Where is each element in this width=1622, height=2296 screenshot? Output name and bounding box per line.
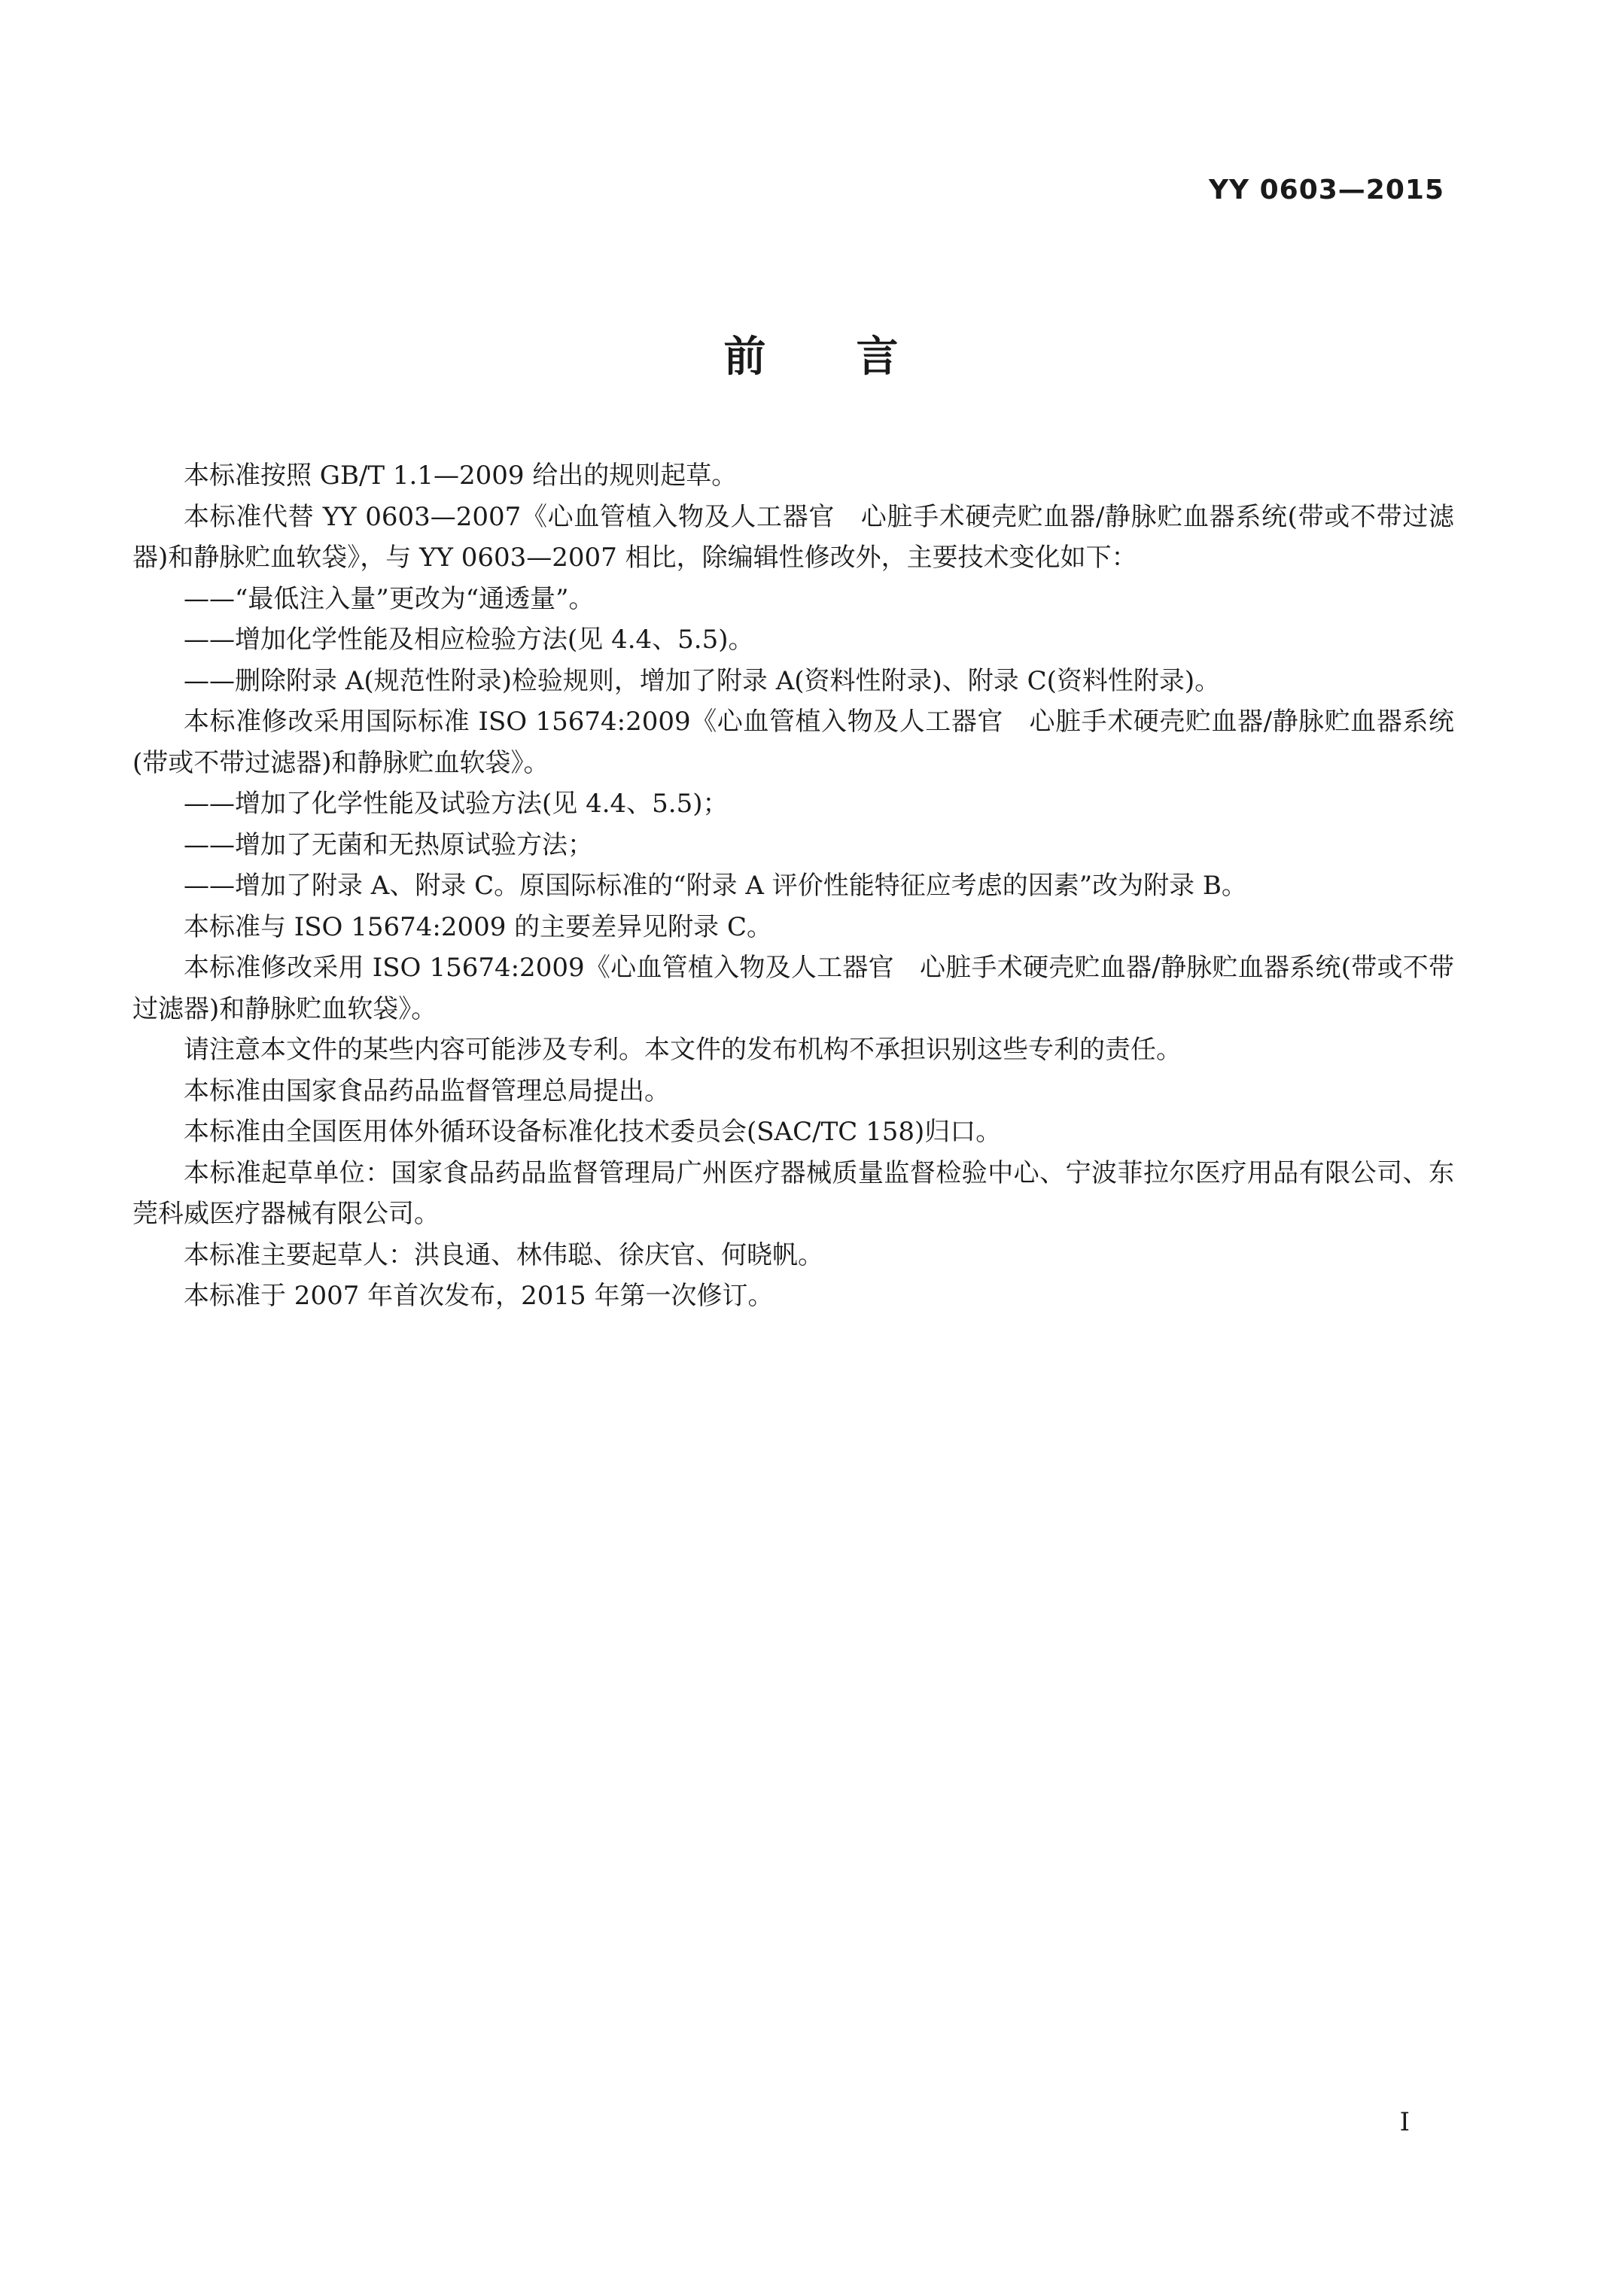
paragraph: 本标准按照 GB/T 1.1—2009 给出的规则起草。 [184,461,738,491]
preface-body [132,455,1454,1317]
standard-code: YY 0603—2015 [1208,175,1444,205]
paragraph: ——增加化学性能及相应检验方法(见 4.4、5.5)。 [184,625,754,655]
paragraph: 本标准与 ISO 15674:2009 的主要差异见附录 C。 [184,911,772,942]
paragraph: ——增加了无菌和无热原试验方法； [184,829,593,860]
paragraph: ——增加了化学性能及试验方法(见 4.4、5.5)； [184,789,729,819]
paragraph: 本标准由国家食品药品监督管理总局提出。 [184,1075,670,1106]
paragraph: ——增加了附录 A、附录 C。原国际标准的“附录 A 评价性能特征应考虑的因素”改为附录 B。 [184,871,1247,901]
paragraph: 本标准代替 YY 0603—2007《心血管植入物及人工器官 心脏手术硬壳贮血器/静脉贮血器系统(带或不带过滤器)和静脉贮血软袋》，与 YY 0603—2007 相比，除编辑性修改外，主要技术变化如下： [132,501,1454,573]
paragraph: 本标准修改采用国际标准 ISO 15674:2009《心血管植入物及人工器官 心脏手术硬壳贮血器/静脉贮血器系统(带或不带过滤器)和静脉贮血软袋》。 [132,707,1454,778]
paragraph: 本标准修改采用 ISO 15674:2009《心血管植入物及人工器官 心脏手术硬壳贮血器/静脉贮血器系统(带或不带过滤器)和静脉贮血软袋》。 [132,953,1454,1024]
paragraph: 请注意本文件的某些内容可能涉及专利。本文件的发布机构不承担识别这些专利的责任。 [184,1035,1182,1065]
paragraph: 本标准于 2007 年首次发布，2015 年第一次修订。 [184,1281,774,1311]
paragraph: ——删除附录 A(规范性附录)检验规则，增加了附录 A(资料性附录)、附录 C(资料性附录)。 [184,665,1221,696]
paragraph: 本标准主要起草人：洪良通、林伟聪、徐庆官、何晓帆。 [184,1239,823,1270]
paragraph: ——“最低注入量”更改为“通透量”。 [184,583,595,614]
paragraph: 本标准起草单位：国家食品药品监督管理局广州医疗器械质量监督检验中心、宁波菲拉尔医疗用品有限公司、东莞科威医疗器械有限公司。 [132,1157,1454,1229]
page-title: 前言 [723,333,989,382]
paragraph: 本标准由全国医用体外循环设备标准化技术委员会(SAC/TC 158)归口。 [184,1117,1002,1147]
page-number: I [1399,2107,1410,2137]
